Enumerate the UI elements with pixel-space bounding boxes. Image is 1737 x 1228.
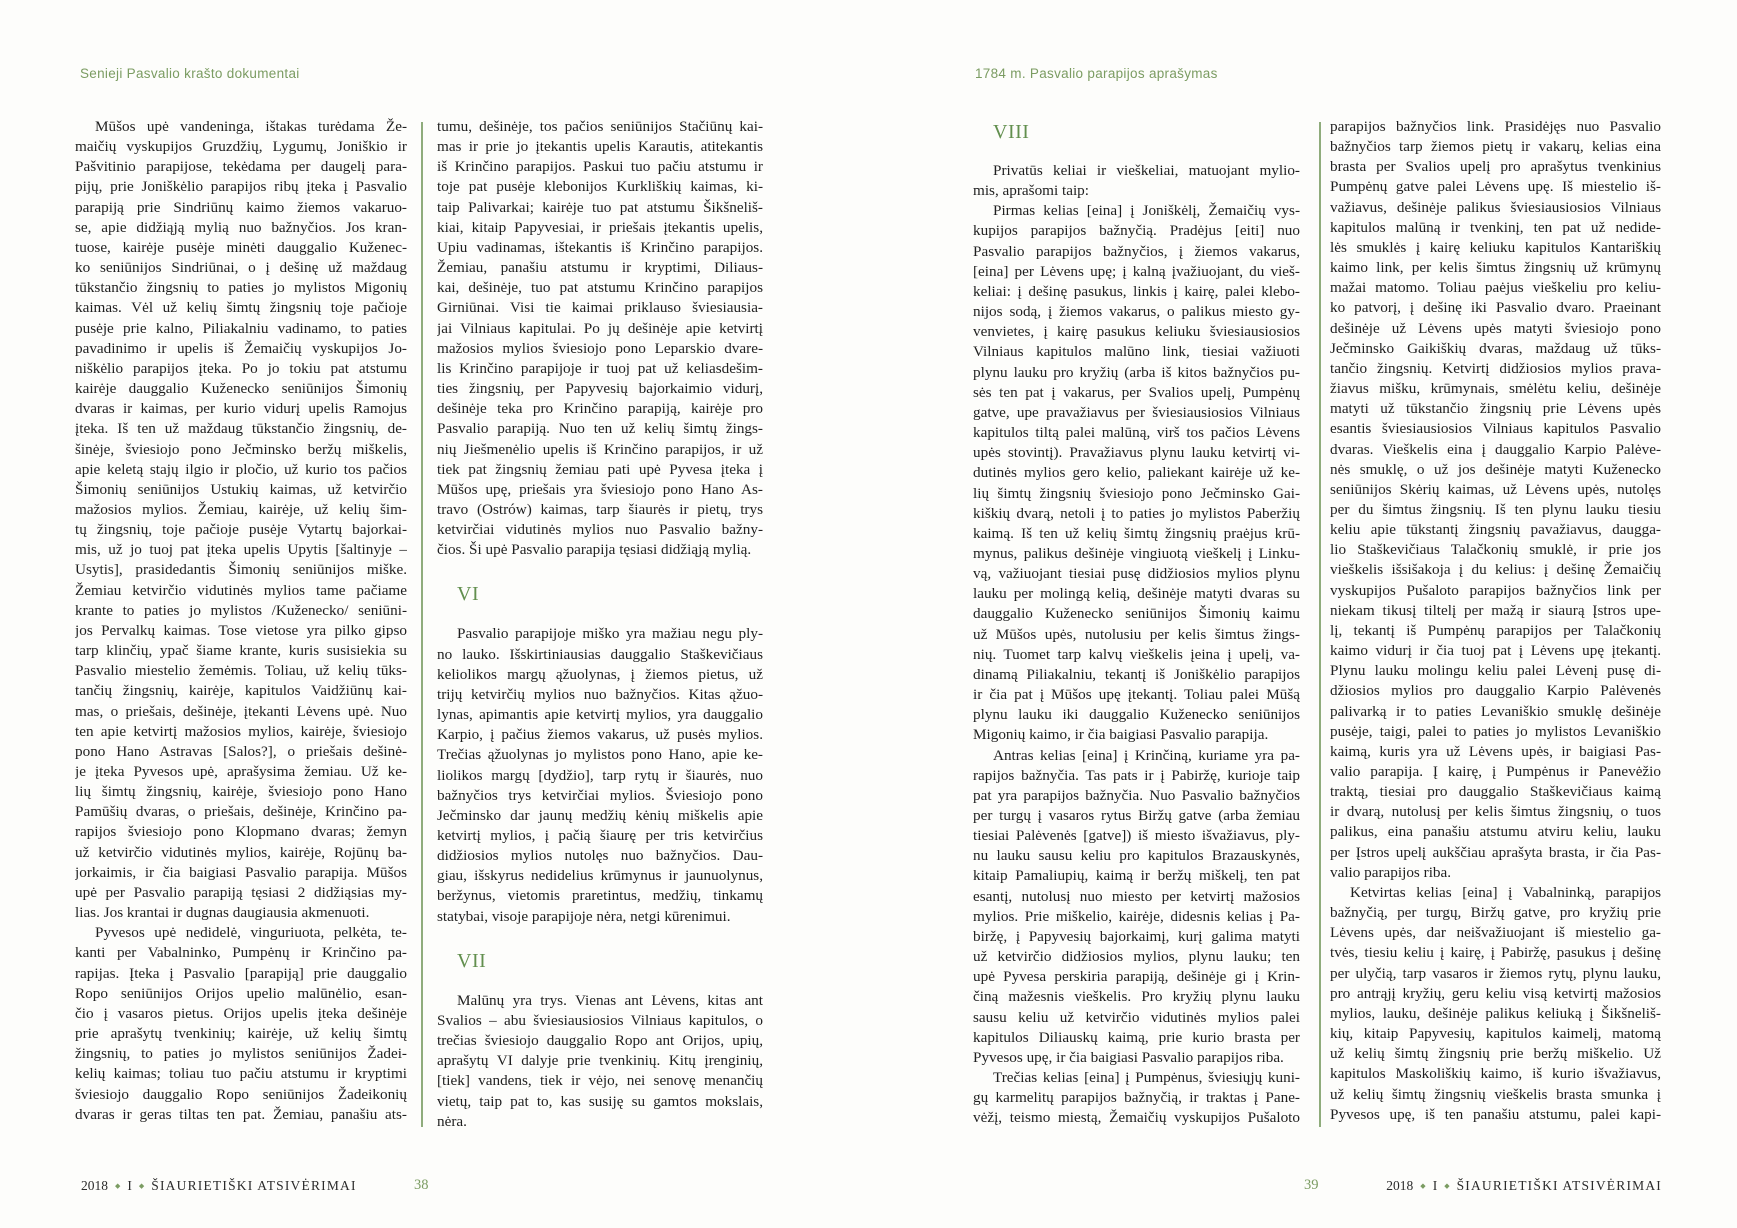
text-line: pono Hano Astravas [Salos?], o priešais dešinė- <box>75 742 407 760</box>
text-line: Pamūšių dvaras, o priešais, dešinėje, Krinčino pa- <box>75 803 407 821</box>
text-line: upės stovintį). Pravažiavus plynu lauku ketvirtį vi- <box>973 444 1300 462</box>
text-line: mažosios mylios. Žemiau, kairėje, už kelių šim- <box>75 500 407 518</box>
text-line: už kelių šimtų žingsnių prie beržų miškelio. Už <box>1330 1045 1661 1063</box>
text-line: per du šimtus žingsnių. Iš ten plynu lauku tiesiu <box>1330 500 1661 518</box>
text-line: kaimo link, per kelis šimtus žingsnių už krūmynų <box>1330 259 1661 277</box>
text-line: taip Palivarkai; kairėje tuo pat atstumu Šikšneliš- <box>437 198 763 216</box>
text-line: Malūnų yra trys. Vienas ant Lėvens, kitas ant <box>457 991 763 1009</box>
text-line: pijų, prie Joniškėlio parapijos ribų įteka į Pasvalio <box>75 178 407 196</box>
text-line: nijos sodą, į žiemos vakarus, o palikus miesto gy- <box>973 303 1300 321</box>
text-line: Pyvesos upę, iš ten panašiu atstumu, palei kapi- <box>1330 1105 1661 1123</box>
text-line: Plynu lauku molingu keliu palei Lėvenį pusę di- <box>1330 662 1661 680</box>
text-line: lynas, apimantis apie ketvirtį mylios, yra dauggalio <box>437 706 763 724</box>
text-line: kupijos parapijos bažnyčią. Pradėjus [eiti] nuo <box>973 222 1300 240</box>
text-line: apie keletą stajų ilgio ir pločio, už kurio tos pačios <box>75 460 407 478</box>
text-line: maičių vyskupijos Gruzdžių, Lygumų, Joniškio ir <box>75 138 407 156</box>
text-line: dvaras. Vieškelis eina į dauggalio Karpio Palėve- <box>1330 440 1661 458</box>
text-line: beržynus, vietomis praretintus, medžių, tinkamų <box>437 887 763 905</box>
text-line: vą, važiuojant tiesiai pusę didžiosios mylios plynu <box>973 565 1300 583</box>
running-header-right: 1784 m. Pasvalio parapijos aprašymas <box>975 66 1218 81</box>
text-line: Mūšos upę, priešais yra šviesiojo pono Hano As- <box>437 480 763 498</box>
text-line: kanti per Vabalninko, Pumpėnų ir Krinčino pa- <box>75 944 407 962</box>
text-line: Privatūs keliai ir vieškeliai, matuojant mylio- <box>993 162 1300 179</box>
footer-year: 2018 <box>1386 1178 1414 1193</box>
text-line: se, apie didžiąją mylią nuo bažnyčios. Jos kran- <box>75 218 407 236</box>
text-line: Ketvirtas kelias [eina] į Vabalninką, parapijos <box>1350 883 1661 901</box>
text-line: keliolikos margų ąžuolynas, į žiemos pietus, už <box>437 665 763 683</box>
text-line: upė per Pasvalio parapiją tęsiasi 2 didžiąsias my- <box>75 883 407 901</box>
footer-series-title: ŠIAURIETIŠKI ATSIVĖRIMAI <box>1456 1178 1662 1193</box>
text-line: krante to paties jo mylistos /Kuženecko/ seniūni- <box>75 601 407 619</box>
text-line: mis, aprašomi taip: <box>973 182 1089 200</box>
text-line: žingsnių, to paties jo mylistos seniūnijos Žadei- <box>75 1045 407 1063</box>
diamond-icon: ◆ <box>115 1181 121 1190</box>
text-line: lauku per molingą kelią, dešinėje matyti dvaras su <box>973 585 1300 603</box>
text-line: važiavus, dešinėje palikus šviesiausiosios Vilniaus <box>1330 198 1661 216</box>
text-line: palivarką ir to paties Levaniškio smuklę dešinėje <box>1330 702 1661 720</box>
text-line: nės smuklę, o už jos dešinėje matyti Kuženecko <box>1330 460 1661 478</box>
text-line: palikus, eina panašiu atstumu atviru keliu, lauku <box>1330 823 1661 841</box>
text-line: traktą, tiesiai pro dauggalio Staškevičiaus kaimą <box>1330 783 1661 801</box>
text-line: Žemiau ketvirčio vidutinės mylios tame pačiame <box>75 581 407 599</box>
text-line: lį, tekantį iš Pumpėnų parapijos per Talačkonių <box>1330 621 1661 639</box>
text-line: esantį, nutolusį nuo miesto per ketvirtį mažosios <box>973 887 1300 905</box>
text-line: už ketvirčio vidutinės mylios, kairėje, Rojūnų ba- <box>75 843 407 861</box>
text-line: nių. Tuomet tarp kalvų vieškelis įeina į upelį, va- <box>973 645 1300 663</box>
text-line: tumu, dešinėje, tos pačios seniūnijos Stačiūnų kai- <box>437 118 763 135</box>
text-line: biržę, į Papyvesių bajorkaimį, kurį galima matyti <box>973 927 1300 945</box>
text-line: prie aprašytų tvenkinių; kairėje, už kelių šimtų <box>75 1025 407 1043</box>
text-line: lės smuklės į kairę keliuku kapitulos Kantariškių <box>1330 238 1661 256</box>
text-line: mylios. Prie miškelio, kairėje, didesnis kelias į Pa- <box>973 907 1300 925</box>
text-line: seniūnijos Skėrių kaimas, už Lėvens upės, nutolęs <box>1330 480 1661 498</box>
text-column-2 <box>437 117 763 1132</box>
text-line: ketvirčiai vidutinės mylios nuo Pasvalio bažny- <box>437 521 763 539</box>
text-line: kitaip Pamaliupių, kaimą ir beržų miškelį, ten pat <box>973 867 1300 885</box>
text-line: sės ten pat į vakarus, per Svalios upelį, Pumpėnų <box>973 383 1300 401</box>
text-line: no lauko. Išskirtiniausias dauggalio Staškevičiaus <box>437 645 763 663</box>
text-line: Pasvalio parapijos bažnyčios, į žiemos vakarus, <box>973 242 1300 260</box>
diamond-icon: ◆ <box>1444 1181 1450 1190</box>
text-line: dinamą Piliakalniu, tekantį iš Joniškėlio parapijos <box>973 665 1300 683</box>
text-line: didžiosios mylios nutolęs nuo bažnyčios. Dau- <box>437 847 763 865</box>
text-line: gatve, upe pravažiavus per šviesiausiosios Vilniaus <box>973 403 1300 421</box>
text-line: Pasvalio parapiją. Nuo ten už kelių šimtų žings- <box>437 420 763 438</box>
text-line: dauggalio Kuženecko seniūnijos Šimonių kaimu <box>973 605 1300 623</box>
text-line: Usytis], prasidedantis Šimonių seniūnijos miške. <box>75 561 407 579</box>
text-line: čios. Ši upė Pasvalio parapija tęsiasi didžiąją mylią. <box>437 541 752 559</box>
text-line: toje pat pusėje klebonijos Kurkliškių kaimas, ki- <box>437 178 763 196</box>
text-line: činą mažesnis vieškelis. Pro kryžių plynu lauku <box>973 988 1300 1006</box>
text-line: Trečias ąžuolynas jo mylistos pono Hano, apie ke- <box>437 746 763 764</box>
text-line: Migonių kaimo, ir čia baigiasi Pasvalio parapija. <box>973 726 1269 744</box>
text-line: Girniūnai. Visi tie kaimai priklauso šviesiausia- <box>437 299 763 317</box>
text-line: Svalios – abu šviesiausiosios Vilniaus kapitulos, o <box>437 1011 763 1029</box>
footer-volume: I <box>1432 1178 1438 1193</box>
section-heading: VII <box>457 949 487 972</box>
text-line: Upiu vadinamas, ištekantis iš Krinčino parapijos. <box>437 238 763 256</box>
text-line: už kelių šimtų žingsnių vieškelis brasta smunka į <box>1330 1085 1661 1103</box>
text-line: dvaras ir geras tiltas ten pat. Žemiau, panašiu ats- <box>75 1105 407 1123</box>
text-column-1 <box>75 117 407 1125</box>
text-line: kaimą. Iš ten už kelių šimtų žingsnių praėjus krū- <box>973 524 1300 542</box>
text-line: kaimą, kuris yra už Lėvens upės, ir baigiasi Pas- <box>1330 742 1661 760</box>
text-line: valio parapijos riba. <box>1330 863 1452 881</box>
text-line: Ječminsko dar jaunų medžių kėnių miškelis apie <box>437 806 763 824</box>
text-line: plynu lauku pro kryžių (arba iš kitos bažnyčios pu- <box>973 363 1300 381</box>
footer-left <box>81 1178 357 1194</box>
text-line: plynu lauku iki dauggalio Kuženecko seniūnijos <box>973 706 1300 724</box>
text-line: kapitulos Maskoliškių kaimo, iš kurio išvažiavus, <box>1330 1065 1661 1083</box>
text-line: Pumpėnų gatve palei Lėvens upę. Iš miestelio iš- <box>1330 178 1661 196</box>
text-line: pat yra parapijos bažnyčia. Nuo Pasvalio bažnyčios <box>973 786 1300 804</box>
text-line: čio į vasaros pietus. Orijos upelis įteka dešinėje <box>75 1004 407 1022</box>
text-line: Ječminsko Gaikiškių dvaras, maždaug už tūks- <box>1330 339 1661 357</box>
text-line: vieškelis išsišakoja į du kelius: į dešinę Žemaičių <box>1330 561 1661 579</box>
text-line: jai Vilniaus kapitulai. Po jų dešinėje apie ketvirtį <box>437 319 763 337</box>
text-line: rapijos šviesiojo pono Klopmano dvaras; žemyn <box>75 823 407 841</box>
text-line: tančių žingsnių, kairėje, kapitulos Vaidžiūnų kai- <box>75 682 407 700</box>
text-line: dešinėje už Lėvens upės matyti šviesiojo pono <box>1330 319 1661 337</box>
text-line: ir dvarą, nutolusį per kelis šimtus žingsnių, o tuos <box>1330 803 1661 821</box>
text-line: brasta per Svalios upelį pro aprašytus tvenkinius <box>1330 158 1661 176</box>
text-column-4 <box>1330 117 1661 1125</box>
text-line: Antras kelias [eina] į Krinčiną, kuriame yra pa- <box>993 746 1300 764</box>
text-line: tūkstančio žingsnių to paties jo mylistos Migonių <box>75 279 407 297</box>
text-line: mynus, palikus dešinėje vingiuotą vieškelį į Linku- <box>973 544 1300 562</box>
text-line: šinėje, šviesiojo pono Ječminsko beržų miškelis, <box>75 440 407 458</box>
text-line: už Mūšos upės, nutolusiu per kelis šimtus žings- <box>973 625 1300 643</box>
diamond-icon: ◆ <box>1420 1181 1426 1190</box>
text-line: vėžį, teismo miestą, Žemaičių vyskupijos Pušaloto <box>973 1109 1300 1127</box>
text-line: dvaras ir kaimas, per kurio vidurį upelis Ramojus <box>75 400 407 418</box>
text-line: lių šimtų žingsnių šviesiojo pono Ječminsko Gai- <box>973 484 1300 502</box>
text-line: ko patvorį, į dešinę iki Pasvalio dvaro. Praeinant <box>1330 299 1661 317</box>
text-line: je įteka Pyvesos upė, aprašysima žemiau. Už ke- <box>75 763 407 780</box>
text-line: Pirmas kelias [eina] į Joniškėlį, Žemaičių vys- <box>993 202 1300 220</box>
text-line: kai, dešinėje, tuo pat atstumu Krinčino parapijos <box>437 279 763 297</box>
text-line: per ulyčią, tarp vasaros ir žiemos rytų, plynu lauku, <box>1330 964 1661 982</box>
column-divider-left-page <box>421 122 423 1127</box>
diamond-icon: ◆ <box>138 1181 145 1190</box>
text-line: per turgų į vasaros rytus Biržų gatve (arba žemiau <box>973 807 1300 824</box>
text-line: ties žingsnių, per Papyvesių bajorkaimio vidurį, <box>437 380 763 398</box>
text-line: lių šimtų žingsnių, kairėje, šviesiojo pono Hano <box>75 783 407 801</box>
text-line: mažai matomo. Toliau paėjus vieškeliu pro keliu- <box>1330 279 1661 297</box>
text-line: giau, išskyrus nedidelius krūmynus ir jaunuolynus, <box>437 867 763 885</box>
text-line: bažnyčią, per turgų, Biržų gatve, pro kryžių prie <box>1330 904 1661 922</box>
column-divider-right-page <box>1319 122 1321 1127</box>
text-line: džiosios mylios pro dauggalio Karpio Palėvenės <box>1330 682 1661 700</box>
text-line: niškėlio parapijos įteka. Po jo tokiu pat atstumu <box>75 359 407 377</box>
text-line: kiai, kitaip Papyvesiai, ir priešais įtekantis upelis, <box>437 218 763 236</box>
text-line: kaimas. Vėl už kelių šimtų žingsnių toje pačioje <box>75 299 407 317</box>
running-header-left: Senieji Pasvalio krašto dokumentai <box>80 66 300 81</box>
page-number-right: 39 <box>1304 1177 1319 1193</box>
text-line: Pasvalio miestelio žemėmis. Toliau, už kelių tūks- <box>75 662 407 680</box>
text-line: Pasvalio parapijoje miško yra mažiau negu ply- <box>457 625 763 643</box>
text-line: nių Jiešmenėlio upelis iš Krinčino parapijos, ir už <box>437 440 763 458</box>
text-line: ten apie ketvirtį mažosios mylios, kairėje, šviesiojo <box>75 722 407 740</box>
text-line: tvės, tiesiu keliu į kairę, į Pabiržę, pasukus į dešinę <box>1330 944 1661 962</box>
text-line: įteka. Iš ten už maždaug tūkstančio žingsnių, de- <box>75 420 407 438</box>
text-line: Pašvitinio parapijose, tekėdama per daugelį para- <box>75 158 407 176</box>
text-line: Pyvesos upę, ir čia baigiasi Pasvalio parapijos riba. <box>973 1048 1284 1066</box>
text-line: mas, o priešais, dešinėje, įtekanti Lėvens upė. Nuo <box>75 702 407 720</box>
text-line: [eina] per Lėvens upę; į kalną įvažiuojant, du vieš- <box>973 262 1300 280</box>
text-line: tiek pat žingsnių žemiau pati upė Pyvesa įteka į <box>437 460 763 478</box>
text-line: kaimo vidurį ir čia tuoj pat į Lėvens upę įtekantį. <box>1330 642 1661 660</box>
text-line: iš Krinčino parapijos. Paskui tuo pačiu atstumu ir <box>437 158 763 176</box>
text-line: mas ir prie jo įtekantis upelis Karautis, atitekantis <box>437 138 763 156</box>
section-heading: VI <box>457 583 480 606</box>
text-line: matyti už tūkstančio žingsnių prie Lėvens upės <box>1330 400 1661 418</box>
text-line: kairėje dauggalio Kuženecko seniūnijos Šimonių <box>75 380 407 398</box>
text-line: kapitulos malūną ir tvenkinį, ten pat už nedide- <box>1330 218 1661 236</box>
text-line: tarp klinčių, ypač šiame krante, kuris susisiekia su <box>75 642 407 660</box>
text-column-3 <box>973 117 1300 1129</box>
text-line: upė Pyvesa perskiria parapiją, dešinėje gi į Krin- <box>973 968 1300 986</box>
text-line: pavadinimo ir upelis iš Žemaičių vyskupijos Jo- <box>75 339 407 357</box>
footer-volume: I <box>127 1178 132 1193</box>
text-line: kapitulos Diliauskų kaimą, prie kurio brasta per <box>973 1028 1300 1046</box>
text-line: Mūšos upė vandeninga, ištakas turėdama Že- <box>95 118 407 135</box>
text-line: sausu keliu už ketvirčio vidutinės mylios palei <box>973 1008 1300 1026</box>
text-line: už ketvirčio didžiosios mylios, plynu lauku; ten <box>973 948 1300 966</box>
text-line: pusėje prie kalno, Piliakalniu vadinamo, to paties <box>75 319 407 337</box>
text-line: parapiją prie Sindriūnų kaimo žiemos vakaruo- <box>75 198 407 216</box>
text-line: venvietes, į kairę pasukus keliuku šviesiausiosios <box>973 323 1300 341</box>
text-line: [tiek] vandens, tiek ir vėjo, nei senovę menančių <box>437 1072 763 1090</box>
text-line: Karpio, į pačius žiemos vakarus, už pusės mylios. <box>437 726 763 744</box>
text-line: pusėje, taigi, palei to paties jo mylistos Levaniškio <box>1330 722 1661 740</box>
text-line: Ropo seniūnijos Orijos upelio malūnėlio, esan- <box>75 984 407 1002</box>
page-number-left: 38 <box>414 1177 429 1193</box>
text-line: lio Staškevičiaus Talačkonių smuklė, ir prie jos <box>1330 541 1661 559</box>
text-line: ir čia pat į Mūšos upę įtekantį. Toliau palei Mūšą <box>973 686 1300 704</box>
text-line: statybai, visoje parapijoje nėra, netgi kūrenimui. <box>437 907 731 925</box>
text-line: lis Krinčino parapijoje ir tuoj pat už keliasdešim- <box>437 359 763 377</box>
text-line: rapijas. Įteka į Pasvalio [parapiją] prie dauggalio <box>75 964 407 982</box>
text-line: trijų ketvirčių mylios nuo bažnyčios. Kitas ąžuo- <box>437 685 763 703</box>
text-line: kių, kitaip Papyvesių, kapitulos kaimelį, matomą <box>1330 1025 1661 1043</box>
text-line: tiesiai Palėvenės [gatve]) iš miesto išvažiavus, ply- <box>973 827 1300 845</box>
text-line: Žemiau, panašiu atstumu ir kryptimi, Diliaus- <box>437 259 763 277</box>
footer-year: 2018 <box>81 1178 108 1193</box>
text-line: keliai: į dešinę pasukus, linkis į kairę, palei klebo- <box>973 282 1300 300</box>
text-line: žiavus mišku, krūmynais, smėlėtu keliu, dešinėje <box>1330 380 1661 398</box>
text-line: bažnyčios tarp žiemos pietų ir vakarų, kelias eina <box>1330 138 1661 156</box>
text-line: ketvirtį mylios, į pačią šiaurę per tris ketvirčius <box>437 827 763 844</box>
text-line: jos Pervalkų kaimas. Tose vietose yra pilko gipso <box>75 621 407 639</box>
text-line: kelių kaimas; toliau tuo pačiu atstumu ir kryptimi <box>75 1065 407 1083</box>
text-line: trečias šviesiojo dauggalio Ropo ant Orijos, upių, <box>437 1032 763 1050</box>
text-line: tančio žingsnių. Ketvirtį didžiosios mylios prava- <box>1330 359 1661 377</box>
text-line: niekam tikusį tiltelį per mažą ir siaurą Įstros upe- <box>1330 601 1661 619</box>
text-line: dutinės mylios gero kelio, paliekant kairėje už ke- <box>973 464 1300 482</box>
text-line: vyskupijos Pušaloto parapijos bažnyčios link per <box>1330 581 1661 599</box>
text-line: aprašytų VI dalyje prie tvenkinių. Kitų įrenginių, <box>437 1052 763 1070</box>
text-line: tų žingsnių, toje pačioje pusėje Vytartų bajorkai- <box>75 521 407 539</box>
footer-series-title: ŠIAURIETIŠKI ATSIVĖRIMAI <box>151 1178 357 1193</box>
text-line: valio parapija. Į kairę, į Pumpėnus ir Panevėžio <box>1330 763 1661 780</box>
text-line: per Įstros upelį aukščiau aprašyta brasta, ir čia Pas- <box>1330 843 1661 861</box>
text-line: kiškių dvarą, netoli į to paties jo mylistos Paberžių <box>973 504 1300 522</box>
text-line: dešinėje teka pro Krinčino parapiją, kairėje pro <box>437 400 763 418</box>
footer-right <box>1386 1178 1662 1194</box>
text-line: vietų, taip pat to, kas susiję su gamtos mokslais, <box>437 1092 763 1110</box>
text-line: jorkaimis, ir čia baigiasi Pasvalio parapija. Mūšos <box>75 863 407 881</box>
text-line: tuose, kairėje pusėje minėti dauggalio Kuženec- <box>75 238 407 256</box>
text-line: keliu apie tūkstantį žingsnių pavažiavus, daugga- <box>1330 521 1661 539</box>
text-line: šviesiojo dauggalio Ropo seniūnijos Žadeikonių <box>75 1085 407 1103</box>
text-line: parapijos bažnyčios link. Prasidėjęs nuo Pasvalio <box>1330 118 1661 135</box>
text-line: gų karmelitų parapijos bažnyčią, ir traktas į Pane- <box>973 1089 1300 1107</box>
text-line: rapijos bažnyčia. Tas pats ir į Pabiržę, kurioje taip <box>973 766 1300 784</box>
section-heading: VIII <box>993 121 1030 143</box>
text-line: kapitulos tiltą palei malūną, virš tos pačios Lėvens <box>973 424 1300 442</box>
text-line: Vilniaus kapitulos malūno link, tiesiai važiuoti <box>973 343 1300 361</box>
text-line: pro antrąjį kryžių, geru keliu visą ketvirtį mažosios <box>1330 984 1661 1002</box>
text-line: Šimonių seniūnijos Ustukių kaimas, už ketvirčio <box>75 480 407 498</box>
text-line: lias. Jos krantai ir dugnas daugiausia akmenuoti. <box>75 904 370 922</box>
text-line: travo (Ostrów) kaimas, tarp šiaurės ir pietų, trys <box>437 500 763 518</box>
text-line: mažosios mylios šviesiojo pono Leparskio dvare- <box>437 339 763 357</box>
text-line: esantis šviesiausiosios Vilniaus kapitulos Pasvalio <box>1330 420 1661 438</box>
text-line: nėra. <box>437 1112 467 1130</box>
text-line: mis, už jo tuoj pat įteka upelis Upytis [šaltinyje – <box>75 541 407 559</box>
text-line: Trečias kelias [eina] į Pumpėnus, šviesiųjų kuni- <box>993 1069 1300 1087</box>
text-line: ko seniūnijos Sindriūnai, o į dešinę už maždaug <box>75 259 407 277</box>
text-line: Lėvens upės, dar neišvažiuojant iš miestelio ga- <box>1330 924 1661 942</box>
text-line: bažnyčios trys ketvirčiai mylios. Šviesiojo pono <box>437 786 763 804</box>
text-line: Pyvesos upė nedidelė, vinguriuota, pelkėta, te- <box>95 924 407 942</box>
text-line: liolikos margų [dydžio], tarp rytų ir šiaurės, nuo <box>437 766 763 784</box>
text-line: mylios, lauku, dešinėje palikus keliuką į Šikšneliš- <box>1330 1004 1661 1022</box>
text-line: nu lauku sausu keliu pro kapitulos Brazauskynės, <box>973 847 1300 865</box>
